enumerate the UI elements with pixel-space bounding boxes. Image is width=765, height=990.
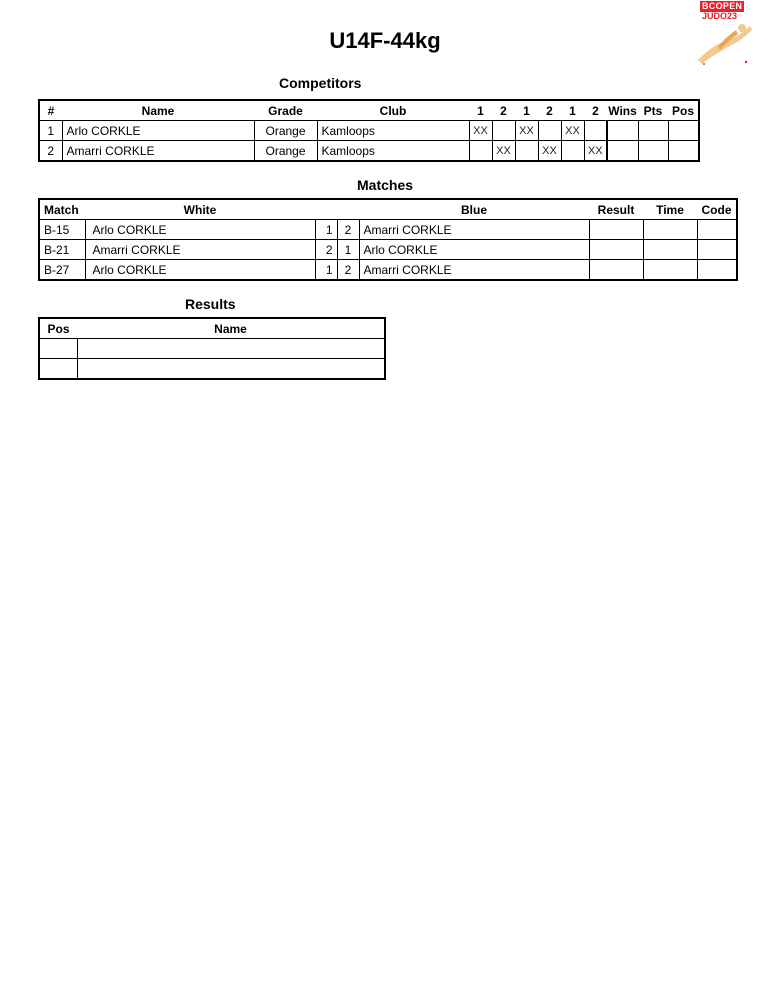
match-row bbox=[39, 240, 737, 260]
blue-number: 2 bbox=[337, 220, 359, 240]
white-number: 1 bbox=[315, 260, 337, 281]
round-cell: XX bbox=[515, 121, 538, 141]
competitor-grade: Orange bbox=[254, 141, 317, 162]
white-number: 1 bbox=[315, 220, 337, 240]
white-competitor: Arlo CORKLE bbox=[85, 260, 315, 281]
result-pos bbox=[39, 339, 77, 359]
round-cell bbox=[469, 141, 492, 162]
blue-number: 1 bbox=[337, 240, 359, 260]
match-id: B-21 bbox=[39, 240, 85, 260]
col-header-code: Code bbox=[697, 199, 737, 220]
wins-cell bbox=[607, 121, 638, 141]
round-cell bbox=[515, 141, 538, 162]
col-header-round: 2 bbox=[492, 100, 515, 121]
code-cell bbox=[697, 220, 737, 240]
time-cell bbox=[643, 260, 697, 281]
results-header-row bbox=[39, 318, 385, 339]
result-cell bbox=[589, 240, 643, 260]
competitor-club: Kamloops bbox=[317, 121, 469, 141]
blue-number: 2 bbox=[337, 260, 359, 281]
judoka-silhouette-icon bbox=[690, 20, 756, 68]
pts-cell bbox=[638, 121, 668, 141]
competitors-header-row bbox=[39, 100, 699, 121]
col-header-spacer bbox=[315, 199, 337, 220]
result-name bbox=[77, 339, 385, 359]
match-row bbox=[39, 260, 737, 281]
competitors-table bbox=[38, 99, 700, 162]
results-heading: Results bbox=[185, 296, 236, 312]
blue-competitor: Amarri CORKLE bbox=[359, 220, 589, 240]
col-header-name: Name bbox=[77, 318, 385, 339]
result-row bbox=[39, 339, 385, 359]
event-logo bbox=[690, 0, 760, 70]
competitor-name: Amarri CORKLE bbox=[62, 141, 254, 162]
col-header-blue: Blue bbox=[359, 199, 589, 220]
col-header-wins: Wins bbox=[607, 100, 638, 121]
result-pos bbox=[39, 359, 77, 380]
competitors-heading: Competitors bbox=[279, 75, 362, 91]
col-header-result: Result bbox=[589, 199, 643, 220]
col-header-num: # bbox=[39, 100, 62, 121]
col-header-white: White bbox=[85, 199, 315, 220]
matches-header-row bbox=[39, 199, 737, 220]
col-header-pos: Pos bbox=[668, 100, 699, 121]
result-cell bbox=[589, 260, 643, 281]
col-header-time: Time bbox=[643, 199, 697, 220]
col-header-club: Club bbox=[317, 100, 469, 121]
logo-text-top: BCOPEN bbox=[702, 1, 743, 11]
round-cell bbox=[561, 141, 584, 162]
matches-table bbox=[38, 198, 738, 281]
col-header-name: Name bbox=[62, 100, 254, 121]
white-number: 2 bbox=[315, 240, 337, 260]
round-cell bbox=[492, 121, 515, 141]
pos-cell bbox=[668, 141, 699, 162]
round-cell: XX bbox=[584, 141, 607, 162]
blue-competitor: Amarri CORKLE bbox=[359, 260, 589, 281]
competitor-number: 2 bbox=[39, 141, 62, 162]
matches-heading: Matches bbox=[357, 177, 414, 193]
pos-cell bbox=[668, 121, 699, 141]
col-header-spacer bbox=[337, 199, 359, 220]
competitor-club: Kamloops bbox=[317, 141, 469, 162]
time-cell bbox=[643, 220, 697, 240]
competitor-row bbox=[39, 121, 699, 141]
code-cell bbox=[697, 240, 737, 260]
white-competitor: Arlo CORKLE bbox=[85, 220, 315, 240]
col-header-round: 1 bbox=[469, 100, 492, 121]
result-name bbox=[77, 359, 385, 380]
col-header-round: 1 bbox=[515, 100, 538, 121]
logo-text-bottom: JUDO23 bbox=[702, 11, 738, 21]
results-table bbox=[38, 317, 386, 380]
competitor-number: 1 bbox=[39, 121, 62, 141]
competitor-name: Arlo CORKLE bbox=[62, 121, 254, 141]
result-cell bbox=[589, 220, 643, 240]
col-header-round: 2 bbox=[584, 100, 607, 121]
col-header-match: Match bbox=[39, 199, 85, 220]
competitor-row bbox=[39, 141, 699, 162]
match-row bbox=[39, 220, 737, 240]
match-id: B-15 bbox=[39, 220, 85, 240]
col-header-pts: Pts bbox=[638, 100, 668, 121]
col-header-round: 2 bbox=[538, 100, 561, 121]
code-cell bbox=[697, 260, 737, 281]
wins-cell bbox=[607, 141, 638, 162]
col-header-round: 1 bbox=[561, 100, 584, 121]
round-cell bbox=[538, 121, 561, 141]
col-header-grade: Grade bbox=[254, 100, 317, 121]
white-competitor: Amarri CORKLE bbox=[85, 240, 315, 260]
result-row bbox=[39, 359, 385, 380]
blue-competitor: Arlo CORKLE bbox=[359, 240, 589, 260]
round-cell: XX bbox=[538, 141, 561, 162]
page-title: U14F-44kg bbox=[329, 28, 441, 53]
pts-cell bbox=[638, 141, 668, 162]
time-cell bbox=[643, 240, 697, 260]
competitor-grade: Orange bbox=[254, 121, 317, 141]
col-header-pos: Pos bbox=[39, 318, 77, 339]
match-id: B-27 bbox=[39, 260, 85, 281]
round-cell: XX bbox=[561, 121, 584, 141]
round-cell bbox=[584, 121, 607, 141]
round-cell: XX bbox=[469, 121, 492, 141]
round-cell: XX bbox=[492, 141, 515, 162]
